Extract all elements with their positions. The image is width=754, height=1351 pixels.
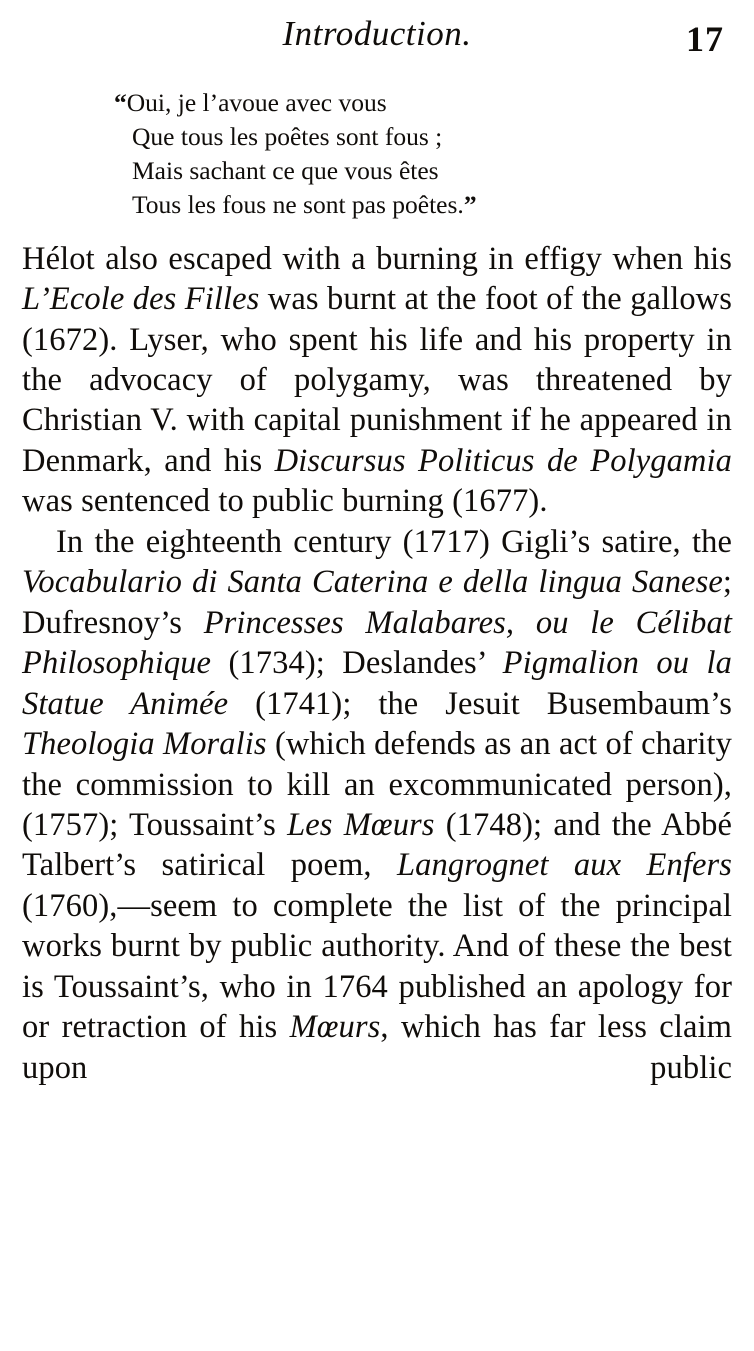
text-run: ; Dufresnoy’s <box>22 564 732 641</box>
italic-title: Pigmalion ou la Statue Animée <box>22 645 732 722</box>
verse-line-1 <box>114 86 732 120</box>
running-head-title: Introduction. <box>282 14 472 53</box>
page-number: 17 <box>686 19 724 59</box>
verse-line-2 <box>132 120 732 154</box>
text-run: was burnt at the foot of the gallows (1672). Lyser, who spent his life and his property in the advocacy of polygamy, was threatened by Christian V. with capital punishment if he appeared in Denmark, and his <box>22 281 732 479</box>
epigraph-verse <box>22 86 732 222</box>
italic-title: Langrognet aux Enfers <box>397 847 732 884</box>
text-run: (1760),—seem to complete the list of the principal works burnt by public authority. And of these the best is Toussaint’s, who in 1764 published an apology for or retraction of his <box>22 887 732 1046</box>
body-text <box>22 239 732 1129</box>
text-run: was sentenced to public burning (1677). <box>22 483 548 520</box>
verse-line-4 <box>132 188 732 222</box>
italic-title: Les Mœurs <box>287 806 435 843</box>
italic-title: Discursus Politicus de Polygamia <box>274 442 732 479</box>
open-quote: “ <box>114 88 127 117</box>
verse-line-1-text: Oui, je l’avoue avec vous <box>126 88 387 117</box>
close-quote: ” <box>463 189 477 219</box>
text-run: (which defends as an act of charity the commission to kill an excommunicated person), (1757); Toussaint’s <box>22 726 732 843</box>
verse-line-2-text: Que tous les poêtes sont fous ; <box>132 121 443 151</box>
italic-title: Mœurs <box>289 1009 381 1046</box>
italic-title: Theologia Moralis <box>22 726 267 763</box>
text-run: , which has far less claim upon public <box>22 1009 733 1086</box>
text-run: (1748); and the Abbé Talbert’s satirical poem, <box>22 806 732 884</box>
italic-title: Vocabulario di Santa Caterina e della lingua Sanese <box>22 564 723 601</box>
text-run: In the eighteenth century (1717) Gigli’s satire, the <box>56 523 732 560</box>
verse-line-3 <box>132 154 732 188</box>
italic-title: L’Ecole des Filles <box>22 281 260 318</box>
text-run: (1734); Deslandes’ <box>211 645 503 682</box>
running-head <box>22 0 732 78</box>
verse-line-3-text: Mais sachant ce que vous êtes <box>132 155 439 185</box>
verse-line-4-text: Tous les fous ne sont pas poêtes. <box>132 189 464 219</box>
text-run: (1741); the Jesuit Busembaum’s <box>228 685 732 722</box>
paragraph-eighteenth-century <box>22 522 732 1129</box>
text-run: Hélot also escaped with a burning in effigy when his <box>22 240 732 277</box>
italic-title: Princesses Malabares, ou le Célibat Philosophique <box>22 604 732 682</box>
paragraph-helot <box>22 239 732 522</box>
